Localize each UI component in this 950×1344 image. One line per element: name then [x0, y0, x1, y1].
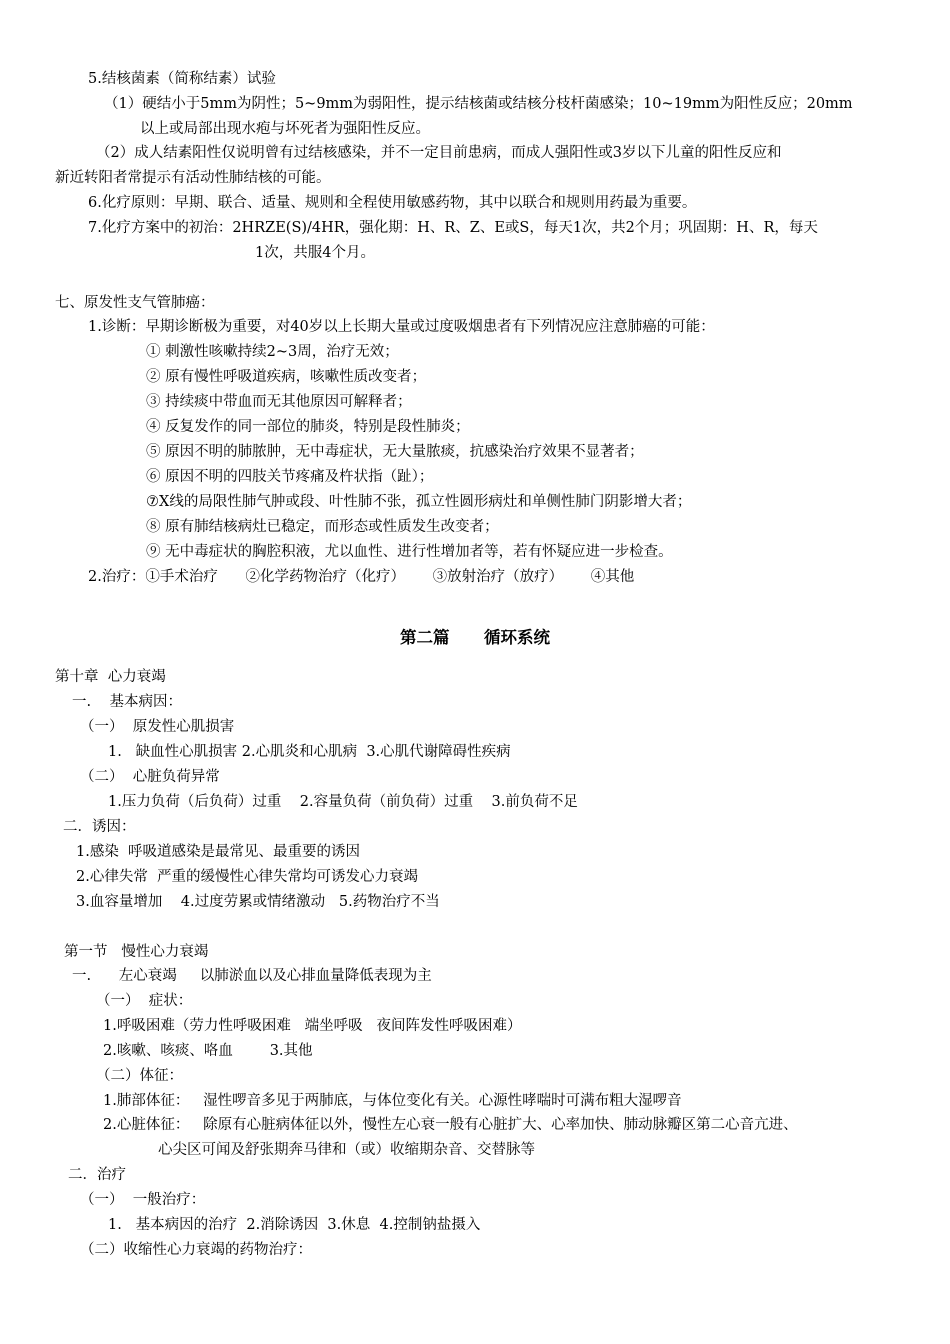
text-line: 1.感染 呼吸道感染是最常见、最重要的诱因 — [76, 844, 361, 860]
text-line: ⑤ 原因不明的肺脓肿，无中毒症状，无大量脓痰，抗感染治疗效果不显著者； — [146, 444, 644, 460]
text-line: 二．治疗 — [68, 1167, 126, 1183]
text-line: 七、原发性支气管肺癌： — [55, 295, 215, 311]
text-line: 2.心脏体征： 除原有心脏病体征以外，慢性左心衰一般有心脏扩大、心率加快、肺动脉瓣区第二心音亢进、 — [103, 1117, 798, 1133]
text-line: 1.压力负荷（后负荷）过重 2.容量负荷（前负荷）过重 3.前负荷不足 — [108, 794, 578, 810]
text-line: 1次，共服4个月。 — [255, 245, 375, 261]
text-line: 6.化疗原则：早期、联合、适量、规则和全程使用敏感药物，其中以联合和规则用药最为重要。 — [88, 195, 697, 211]
text-line: 2.咳嗽、咳痰、咯血 3.其他 — [103, 1043, 313, 1059]
text-line: 3.血容量增加 4.过度劳累或情绪激动 5.药物治疗不当 — [76, 894, 440, 910]
text-line: 心尖区可闻及舒张期奔马律和（或）收缩期杂音、交替脉等 — [158, 1142, 535, 1158]
text-line: （一） 一般治疗： — [80, 1192, 206, 1208]
text-line: ④ 反复发作的同一部位的肺炎，特别是段性肺炎； — [146, 419, 470, 435]
text-line: 第一节 慢性心力衰竭 — [64, 944, 209, 960]
text-line: 1. 缺血性心肌损害 2.心肌炎和心肌病 3.心肌代谢障碍性疾病 — [108, 744, 511, 760]
text-line: ⑥ 原因不明的四肢关节疼痛及杵状指（趾）； — [146, 469, 434, 485]
text-line: 二．诱因： — [63, 819, 136, 835]
text-line: 1. 基本病因的治疗 2.消除诱因 3.休息 4.控制钠盐摄入 — [108, 1217, 481, 1233]
text-line: （二）收缩性心力衰竭的药物治疗： — [80, 1242, 312, 1258]
text-line: 1.诊断：早期诊断极为重要，对40岁以上长期大量或过度吸烟患者有下列情况应注意肺癌的可能： — [88, 319, 715, 335]
text-line: ⑧ 原有肺结核病灶已稳定，而形态或性质发生改变者； — [146, 519, 499, 535]
text-line: ③ 持续痰中带血而无其他原因可解释者； — [146, 394, 412, 410]
text-line: （二） 心脏负荷异常 — [80, 769, 220, 785]
text-line: （1）硬结小于5mm为阴性；5~9mm为弱阳性，提示结核菌或结核分枝杆菌感染；10~19mm为阳性反应；20mm — [104, 96, 853, 112]
text-line: 1.肺部体征： 湿性啰音多见于两肺底，与体位变化有关。心源性哮喘时可满布粗大湿啰音 — [103, 1093, 682, 1109]
text-line: （一） 症状： — [96, 993, 193, 1009]
text-line: ② 原有慢性呼吸道疾病，咳嗽性质改变者； — [146, 369, 427, 385]
text-line: ⑦X线的局限性肺气肿或段、叶性肺不张，孤立性圆形病灶和单侧性肺门阴影增大者； — [146, 494, 692, 510]
text-line: 2.心律失常 严重的缓慢性心律失常均可诱发心力衰竭 — [76, 869, 419, 885]
text-line: ⑨ 无中毒症状的胸腔积液，尤以血性、进行性增加者等，若有怀疑应进一步检查。 — [146, 544, 673, 560]
text-line: 2.治疗：①手术治疗 ②化学药物治疗（化疗） ③放射治疗（放疗） ④其他 — [88, 569, 635, 585]
text-line: （一） 原发性心肌损害 — [80, 719, 235, 735]
text-line: 一. 基本病因： — [72, 694, 183, 710]
part-heading: 第二篇 循环系统 — [400, 628, 550, 647]
text-line: 以上或局部出现水疱与坏死者为强阳性反应。 — [140, 121, 430, 137]
text-line: ① 刺激性咳嗽持续2~3周，治疗无效； — [146, 344, 399, 360]
text-line: 新近转阳者常提示有活动性肺结核的可能。 — [55, 170, 331, 186]
text-line: 7.化疗方案中的初治：2HRZE(S)/4HR，强化期：H、R、Z、E或S，每天1次，共2个月；巩固期：H、R，每天 — [88, 220, 818, 236]
text-line: 第十章 心力衰竭 — [55, 669, 166, 685]
text-line: 5.结核菌素（简称结素）试验 — [88, 71, 276, 87]
text-line: （二）体征： — [96, 1068, 183, 1084]
text-line: 一. 左心衰竭 以肺淤血以及心排血量降低表现为主 — [72, 968, 432, 984]
text-line: 1.呼吸困难（劳力性呼吸困难 端坐呼吸 夜间阵发性呼吸困难） — [103, 1018, 522, 1034]
text-line: （2）成人结素阳性仅说明曾有过结核感染，并不一定目前患病，而成人强阳性或3岁以下儿童的阳性反应和 — [96, 145, 782, 161]
